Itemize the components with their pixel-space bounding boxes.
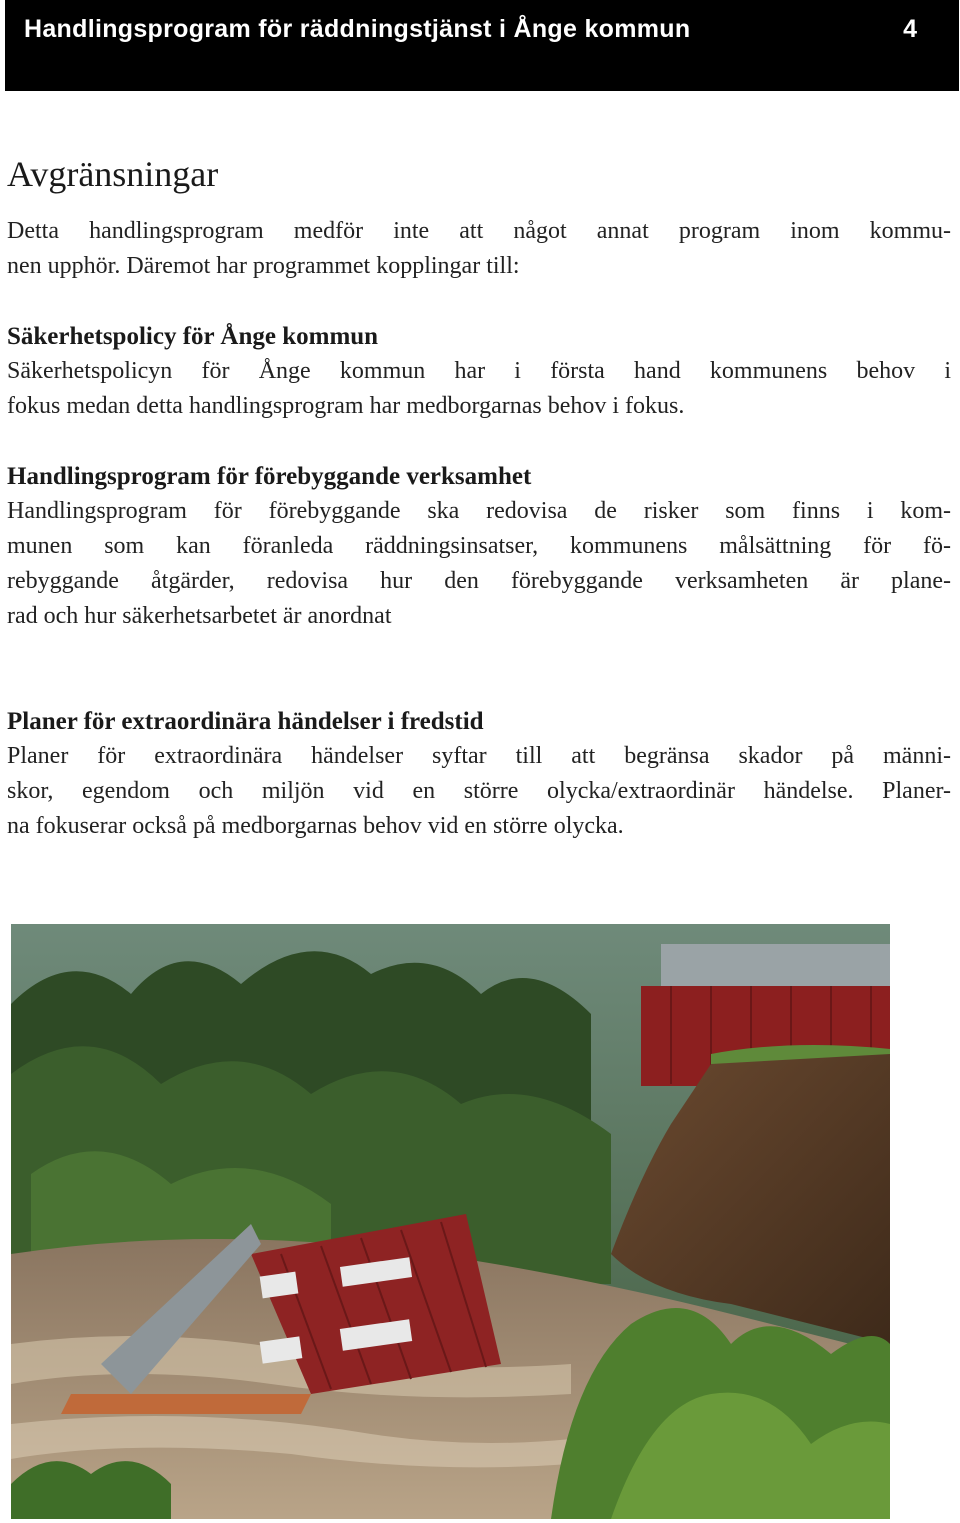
paragraph-line: rad och hur säkerhetsarbetet är anordnat [7,603,392,629]
intro-paragraph [7,214,951,284]
block-security-policy [7,319,951,424]
paragraph-line: Säkerhetspolicyn för Ånge kommun har i första hand kommunens behov i [7,358,951,384]
block-heading: Handlingsprogram för förebyggande verksamhet [7,463,532,490]
paragraph-line: nen upphör. Däremot har programmet kopplingar till: [7,253,520,279]
paragraph-line: skor, egendom och miljön vid en större olycka/extraordinär händelse. Planer- [7,778,951,804]
paragraph-line: Handlingsprogram för förebyggande ska redovisa de risker som finns i kom- [7,498,951,524]
header-title: Handlingsprogram för räddningstjänst i Ånge kommun [24,15,691,43]
block-heading: Planer för extraordinära händelser i fredstid [7,708,484,735]
document-body [7,152,951,844]
section-title: Avgränsningar [7,154,219,194]
paragraph-line: Planer för extraordinära händelser syftar till att begränsa skador på männi- [7,743,951,769]
paragraph-line: Detta handlingsprogram medför inte att något annat program inom kommu- [7,218,951,244]
paragraph-line: munen som kan föranleda räddningsinsatser, kommunens målsättning för fö- [7,533,951,559]
paragraph-line: fokus medan detta handlingsprogram har medborgarnas behov i fokus. [7,393,685,419]
paragraph-line: rebyggande åtgärder, redovisa hur den förebyggande verksamheten är plane- [7,568,951,594]
block-extraordinary-events [7,704,951,844]
paragraph-line: na fokuserar också på medborgarnas behov vid en större olycka. [7,813,624,839]
block-heading: Säkerhetspolicy för Ånge kommun [7,323,379,350]
flood-photo [11,924,890,1519]
block-paragraph [7,494,951,634]
block-paragraph [7,739,951,844]
block-preventive-program [7,459,951,634]
page-header [5,0,959,91]
block-paragraph [7,354,951,424]
page-number: 4 [903,15,917,43]
